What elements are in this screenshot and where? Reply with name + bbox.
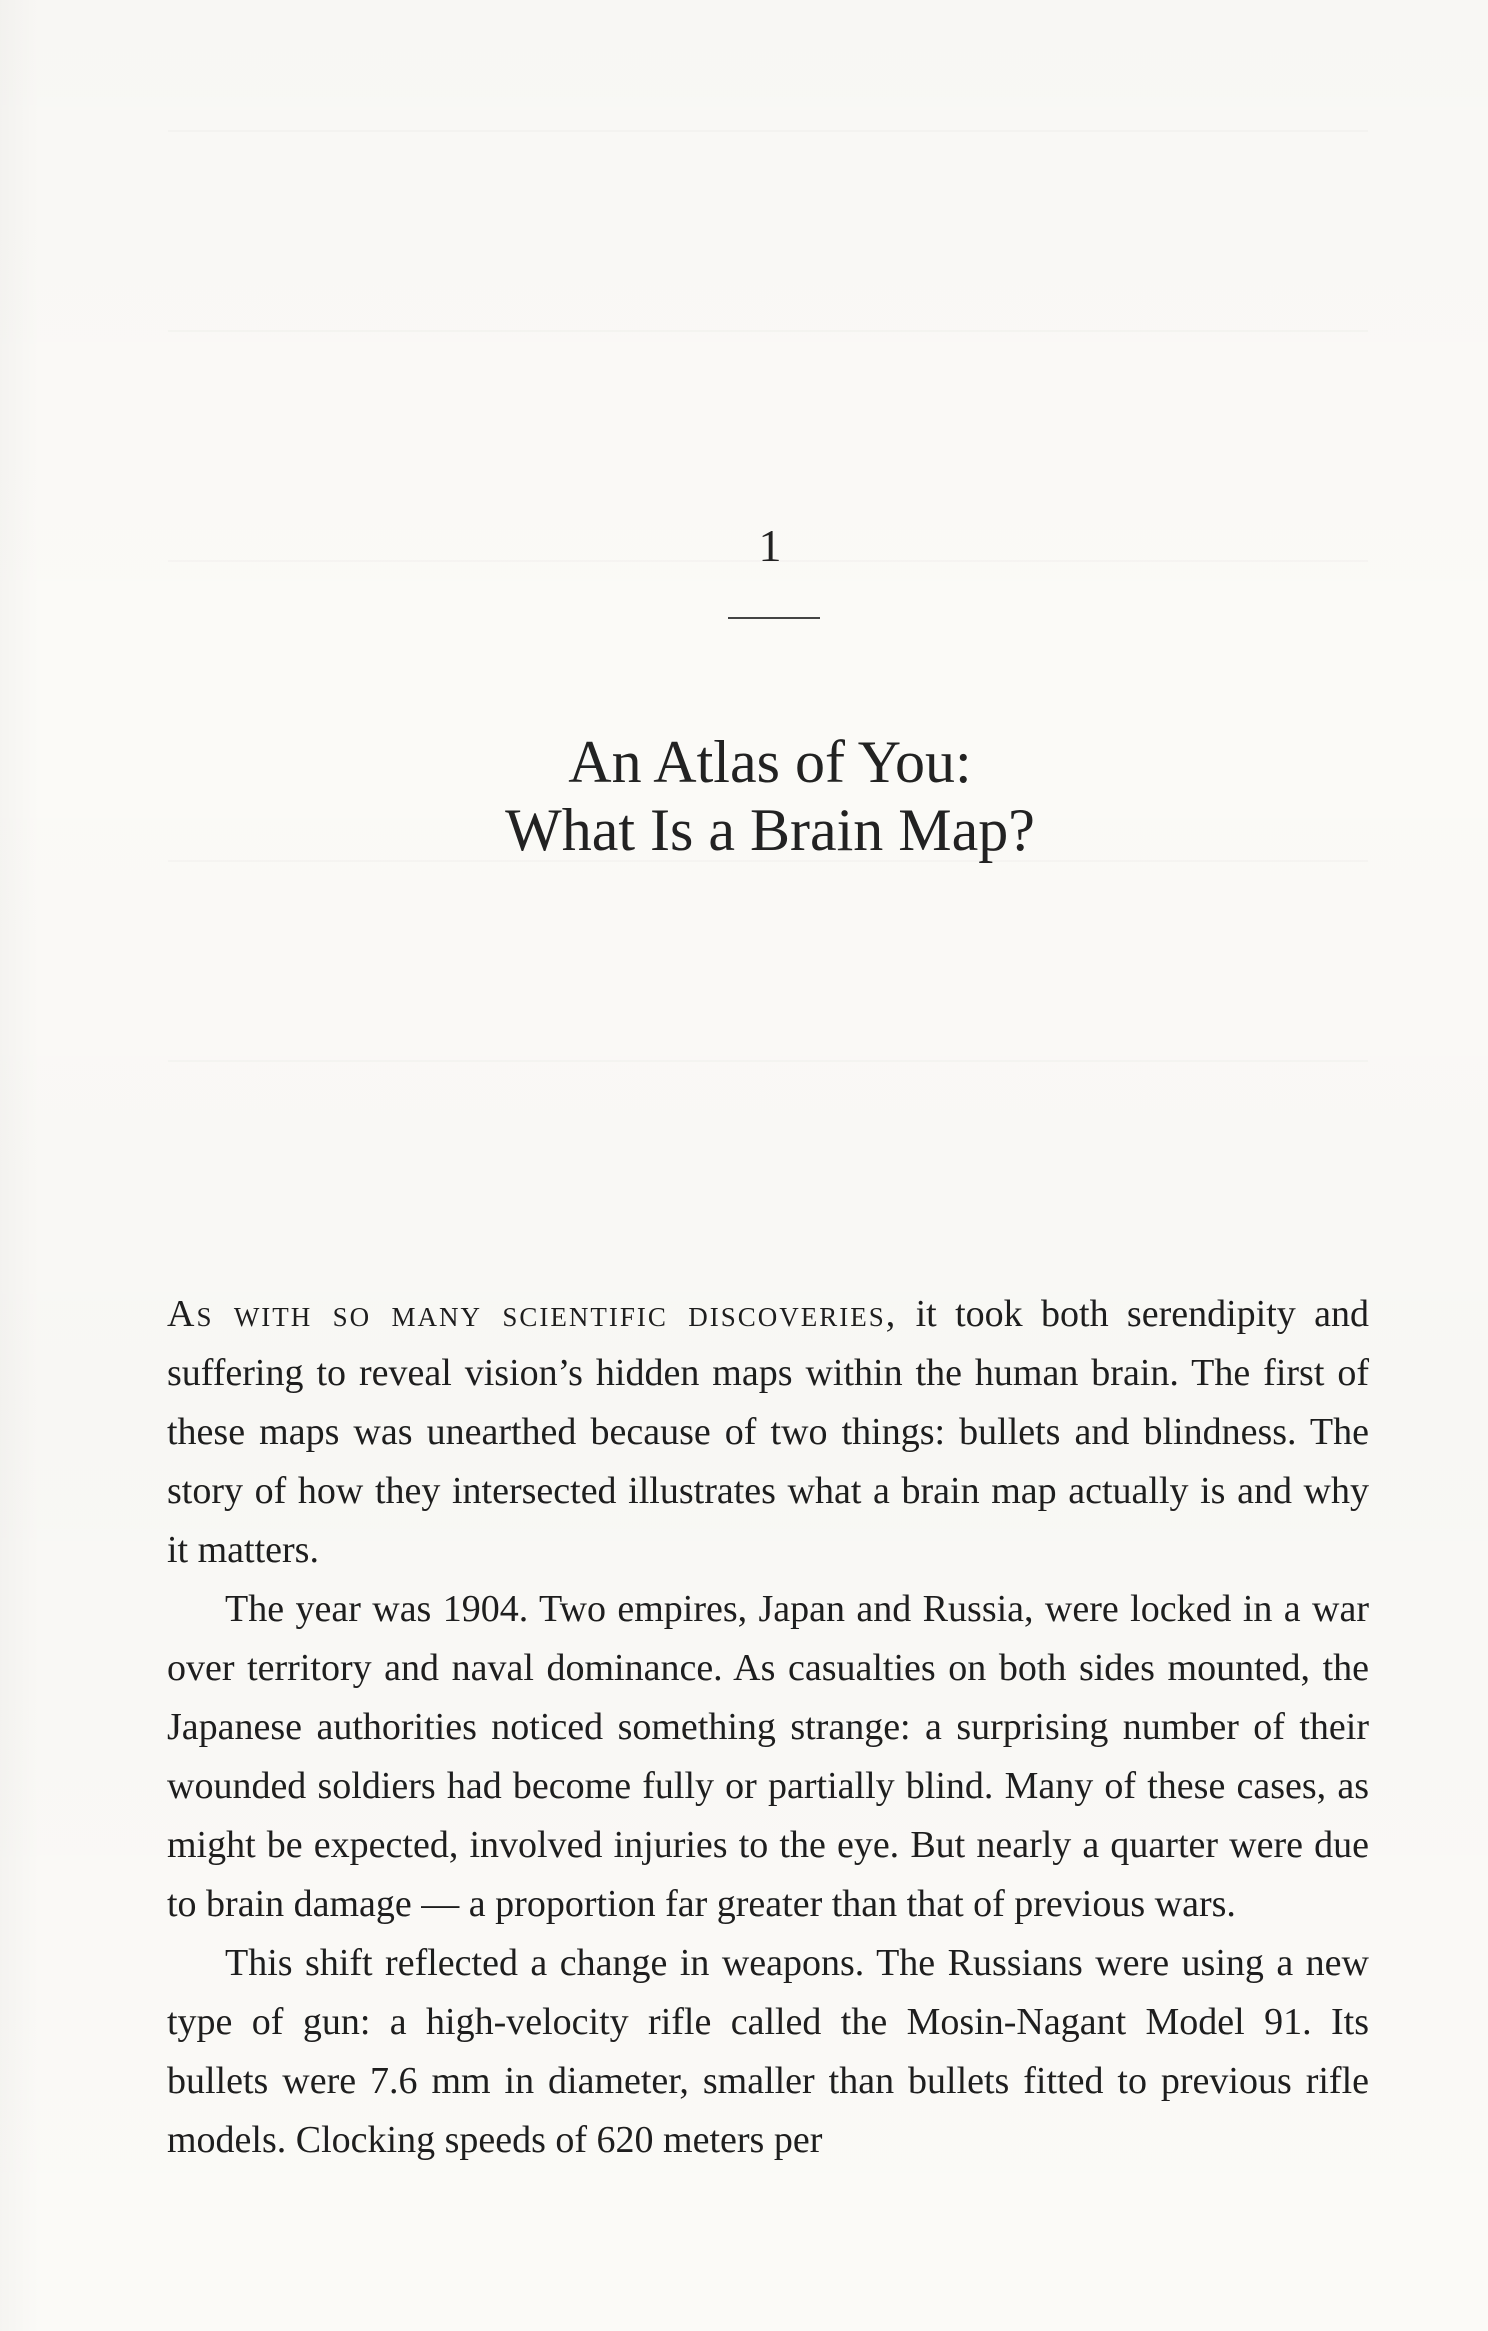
paragraph-1-text: it took both serendipity and suffering to reveal vision’s hidden maps within the human brain. The first of these maps was unearthed because of two things: bullets and blindness. The story of how they intersected illustrates what a brain map actually is and why it matters.	[167, 1293, 1369, 1571]
body-text	[167, 1285, 1369, 2170]
paragraph-2: The year was 1904. Two empires, Japan and Russia, were locked in a war over territory and naval dominance. As casualties on both sides mounted, the Japanese authorities noticed something strange: a surprising number of their wounded soldiers had become fully or partially blind. Many of these cases, as might be expected, involved injuries to the eye. But nearly a quarter were due to brain damage — a proportion far greater than that of previous wars.	[167, 1588, 1369, 1925]
chapter-rule-divider	[728, 617, 820, 619]
chapter-number: 1	[758, 520, 782, 571]
opening-smallcaps: As with so many scientific discoveries,	[167, 1293, 898, 1335]
paragraph-3: This shift reflected a change in weapons. The Russians were using a new type of gun: a high-velocity rifle called the Mosin-Nagant Model 91. Its bullets were 7.6 mm in diameter, smaller than bullets fitted to previous rifle models. Clocking speeds of 620 meters per	[167, 1942, 1369, 2161]
show-through-line	[168, 130, 1368, 132]
chapter-title-line-1: An Atlas of You:	[568, 729, 972, 796]
chapter-title	[0, 728, 1488, 864]
show-through-line	[168, 330, 1368, 332]
paragraph-1	[167, 1285, 1369, 1580]
chapter-title-line-2: What Is a Brain Map?	[505, 797, 1035, 864]
show-through-line	[168, 1060, 1368, 1062]
